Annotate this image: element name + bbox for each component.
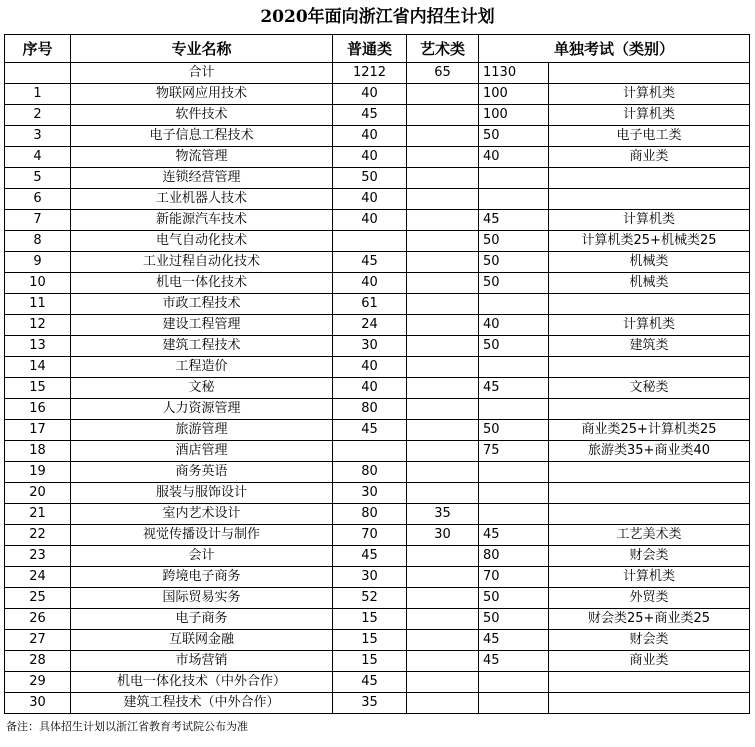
row-general: 45 xyxy=(333,546,407,567)
row-type: 旅游类35+商业类40 xyxy=(549,441,750,462)
row-no: 14 xyxy=(5,357,71,378)
row-no: 7 xyxy=(5,210,71,231)
row-major: 连锁经营管理 xyxy=(71,168,333,189)
row-major: 物流管理 xyxy=(71,147,333,168)
row-art: 30 xyxy=(407,525,479,546)
row-single: 50 xyxy=(479,588,549,609)
row-art xyxy=(407,273,479,294)
row-art xyxy=(407,651,479,672)
row-type: 建筑类 xyxy=(549,336,750,357)
total-single: 1130 xyxy=(479,63,549,84)
row-major: 电气自动化技术 xyxy=(71,231,333,252)
row-art xyxy=(407,441,479,462)
table-row xyxy=(5,378,750,399)
row-type: 计算机类 xyxy=(549,210,750,231)
enrollment-plan-table xyxy=(4,34,750,714)
row-single: 50 xyxy=(479,336,549,357)
row-art xyxy=(407,567,479,588)
row-art xyxy=(407,84,479,105)
row-no: 1 xyxy=(5,84,71,105)
total-art: 65 xyxy=(407,63,479,84)
row-no: 24 xyxy=(5,567,71,588)
row-type xyxy=(549,399,750,420)
table-row xyxy=(5,525,750,546)
row-single: 45 xyxy=(479,630,549,651)
row-single xyxy=(479,504,549,525)
row-single: 100 xyxy=(479,84,549,105)
total-type xyxy=(549,63,750,84)
row-general: 24 xyxy=(333,315,407,336)
table-row xyxy=(5,609,750,630)
row-type: 外贸类 xyxy=(549,588,750,609)
row-single: 45 xyxy=(479,378,549,399)
row-type: 文秘类 xyxy=(549,378,750,399)
row-no: 23 xyxy=(5,546,71,567)
table-row xyxy=(5,189,750,210)
row-type xyxy=(549,462,750,483)
row-type xyxy=(549,357,750,378)
row-no: 5 xyxy=(5,168,71,189)
row-major: 机电一体化技术（中外合作） xyxy=(71,672,333,693)
row-type xyxy=(549,168,750,189)
table-row xyxy=(5,315,750,336)
row-major: 商务英语 xyxy=(71,462,333,483)
table-row xyxy=(5,336,750,357)
row-art xyxy=(407,483,479,504)
row-general: 30 xyxy=(333,567,407,588)
row-general: 40 xyxy=(333,210,407,231)
row-no: 4 xyxy=(5,147,71,168)
row-major: 会计 xyxy=(71,546,333,567)
row-art: 35 xyxy=(407,504,479,525)
row-no: 18 xyxy=(5,441,71,462)
row-type xyxy=(549,672,750,693)
row-no: 10 xyxy=(5,273,71,294)
header-general: 普通类 xyxy=(333,35,407,63)
table-row xyxy=(5,630,750,651)
row-single: 75 xyxy=(479,441,549,462)
row-single: 40 xyxy=(479,147,549,168)
row-major: 人力资源管理 xyxy=(71,399,333,420)
table-row xyxy=(5,210,750,231)
row-single: 70 xyxy=(479,567,549,588)
row-no: 16 xyxy=(5,399,71,420)
row-single: 50 xyxy=(479,273,549,294)
row-single xyxy=(479,672,549,693)
row-art xyxy=(407,336,479,357)
row-major: 工业过程自动化技术 xyxy=(71,252,333,273)
row-no: 9 xyxy=(5,252,71,273)
row-major: 服装与服饰设计 xyxy=(71,483,333,504)
row-major: 旅游管理 xyxy=(71,420,333,441)
row-general xyxy=(333,441,407,462)
row-type: 机械类 xyxy=(549,273,750,294)
total-row xyxy=(5,63,750,84)
row-major: 工程造价 xyxy=(71,357,333,378)
row-single: 40 xyxy=(479,315,549,336)
row-no: 20 xyxy=(5,483,71,504)
row-major: 市场营销 xyxy=(71,651,333,672)
row-major: 电子信息工程技术 xyxy=(71,126,333,147)
table-row xyxy=(5,294,750,315)
row-art xyxy=(407,147,479,168)
row-major: 市政工程技术 xyxy=(71,294,333,315)
row-art xyxy=(407,357,479,378)
row-no: 19 xyxy=(5,462,71,483)
table-row xyxy=(5,462,750,483)
row-major: 工业机器人技术 xyxy=(71,189,333,210)
row-no: 17 xyxy=(5,420,71,441)
row-single: 45 xyxy=(479,210,549,231)
row-general: 40 xyxy=(333,189,407,210)
row-art xyxy=(407,399,479,420)
row-major: 新能源汽车技术 xyxy=(71,210,333,231)
row-single: 50 xyxy=(479,126,549,147)
row-type: 计算机类 xyxy=(549,567,750,588)
table-row xyxy=(5,672,750,693)
row-major: 酒店管理 xyxy=(71,441,333,462)
row-general: 45 xyxy=(333,252,407,273)
table-row xyxy=(5,588,750,609)
row-art xyxy=(407,378,479,399)
table-row xyxy=(5,420,750,441)
row-art xyxy=(407,609,479,630)
table-row xyxy=(5,252,750,273)
row-no: 15 xyxy=(5,378,71,399)
row-major: 文秘 xyxy=(71,378,333,399)
row-type: 计算机类 xyxy=(549,315,750,336)
row-single: 50 xyxy=(479,609,549,630)
row-single: 50 xyxy=(479,420,549,441)
row-general: 45 xyxy=(333,420,407,441)
row-art xyxy=(407,168,479,189)
row-major: 建筑工程技术（中外合作） xyxy=(71,693,333,714)
row-major: 电子商务 xyxy=(71,609,333,630)
table-row xyxy=(5,504,750,525)
row-general: 45 xyxy=(333,672,407,693)
page-title: 2020年面向浙江省内招生计划 xyxy=(260,7,495,27)
row-art xyxy=(407,693,479,714)
row-general: 80 xyxy=(333,504,407,525)
row-art xyxy=(407,462,479,483)
row-general: 70 xyxy=(333,525,407,546)
row-major: 室内艺术设计 xyxy=(71,504,333,525)
row-type xyxy=(549,294,750,315)
row-single xyxy=(479,693,549,714)
table-row xyxy=(5,273,750,294)
row-general: 15 xyxy=(333,630,407,651)
header-major: 专业名称 xyxy=(71,35,333,63)
row-major: 建筑工程技术 xyxy=(71,336,333,357)
table-row xyxy=(5,168,750,189)
row-general: 40 xyxy=(333,126,407,147)
table-row xyxy=(5,546,750,567)
row-general: 40 xyxy=(333,273,407,294)
row-no: 21 xyxy=(5,504,71,525)
row-single xyxy=(479,294,549,315)
table-row xyxy=(5,105,750,126)
row-major: 建设工程管理 xyxy=(71,315,333,336)
row-general: 45 xyxy=(333,105,407,126)
row-single: 100 xyxy=(479,105,549,126)
row-art xyxy=(407,189,479,210)
row-general: 30 xyxy=(333,336,407,357)
row-type: 计算机类 xyxy=(549,105,750,126)
row-general: 50 xyxy=(333,168,407,189)
row-type xyxy=(549,504,750,525)
row-no: 22 xyxy=(5,525,71,546)
row-type: 机械类 xyxy=(549,252,750,273)
row-single xyxy=(479,399,549,420)
row-single: 45 xyxy=(479,525,549,546)
row-type: 财会类25+商业类25 xyxy=(549,609,750,630)
table-row xyxy=(5,693,750,714)
row-single: 50 xyxy=(479,231,549,252)
row-art xyxy=(407,126,479,147)
row-general: 61 xyxy=(333,294,407,315)
row-type: 商业类 xyxy=(549,147,750,168)
footnote: 备注：具体招生计划以浙江省教育考试院公布为准 xyxy=(6,720,248,733)
table-row xyxy=(5,483,750,504)
row-single: 50 xyxy=(479,252,549,273)
row-no: 29 xyxy=(5,672,71,693)
table-header-row xyxy=(5,35,750,63)
row-no: 27 xyxy=(5,630,71,651)
row-no: 12 xyxy=(5,315,71,336)
total-no xyxy=(5,63,71,84)
row-art xyxy=(407,588,479,609)
row-no: 28 xyxy=(5,651,71,672)
row-type: 财会类 xyxy=(549,630,750,651)
row-general xyxy=(333,231,407,252)
row-art xyxy=(407,672,479,693)
row-art xyxy=(407,210,479,231)
row-type xyxy=(549,483,750,504)
table-row xyxy=(5,567,750,588)
row-major: 国际贸易实务 xyxy=(71,588,333,609)
row-single: 45 xyxy=(479,651,549,672)
row-general: 40 xyxy=(333,147,407,168)
row-type: 计算机类25+机械类25 xyxy=(549,231,750,252)
row-no: 3 xyxy=(5,126,71,147)
row-art xyxy=(407,252,479,273)
row-type: 电子电工类 xyxy=(549,126,750,147)
table-row xyxy=(5,147,750,168)
row-major: 物联网应用技术 xyxy=(71,84,333,105)
row-major: 视觉传播设计与制作 xyxy=(71,525,333,546)
row-art xyxy=(407,630,479,651)
row-type xyxy=(549,189,750,210)
row-no: 6 xyxy=(5,189,71,210)
row-art xyxy=(407,420,479,441)
row-major: 机电一体化技术 xyxy=(71,273,333,294)
row-no: 8 xyxy=(5,231,71,252)
row-major: 互联网金融 xyxy=(71,630,333,651)
row-general: 40 xyxy=(333,84,407,105)
row-type xyxy=(549,693,750,714)
row-art xyxy=(407,105,479,126)
row-general: 52 xyxy=(333,588,407,609)
table-row xyxy=(5,651,750,672)
row-type: 计算机类 xyxy=(549,84,750,105)
table-row xyxy=(5,231,750,252)
row-type: 工艺美术类 xyxy=(549,525,750,546)
row-general: 80 xyxy=(333,399,407,420)
row-no: 30 xyxy=(5,693,71,714)
row-single xyxy=(479,168,549,189)
row-general: 40 xyxy=(333,378,407,399)
row-type: 财会类 xyxy=(549,546,750,567)
row-single xyxy=(479,357,549,378)
row-type: 商业类 xyxy=(549,651,750,672)
row-single xyxy=(479,462,549,483)
table-row xyxy=(5,441,750,462)
row-type: 商业类25+计算机类25 xyxy=(549,420,750,441)
header-no: 序号 xyxy=(5,35,71,63)
row-single: 80 xyxy=(479,546,549,567)
row-art xyxy=(407,231,479,252)
table-row xyxy=(5,126,750,147)
table-row xyxy=(5,357,750,378)
row-general: 30 xyxy=(333,483,407,504)
total-label: 合计 xyxy=(71,63,333,84)
header-single: 单独考试（类别） xyxy=(479,35,750,63)
row-no: 11 xyxy=(5,294,71,315)
row-general: 15 xyxy=(333,651,407,672)
total-general: 1212 xyxy=(333,63,407,84)
row-major: 跨境电子商务 xyxy=(71,567,333,588)
row-art xyxy=(407,546,479,567)
row-general: 35 xyxy=(333,693,407,714)
row-general: 15 xyxy=(333,609,407,630)
row-no: 13 xyxy=(5,336,71,357)
row-single xyxy=(479,483,549,504)
row-major: 软件技术 xyxy=(71,105,333,126)
row-general: 80 xyxy=(333,462,407,483)
row-no: 2 xyxy=(5,105,71,126)
row-no: 25 xyxy=(5,588,71,609)
table-row xyxy=(5,399,750,420)
row-art xyxy=(407,294,479,315)
row-general: 40 xyxy=(333,357,407,378)
table-row xyxy=(5,84,750,105)
row-single xyxy=(479,189,549,210)
header-art: 艺术类 xyxy=(407,35,479,63)
row-no: 26 xyxy=(5,609,71,630)
row-art xyxy=(407,315,479,336)
